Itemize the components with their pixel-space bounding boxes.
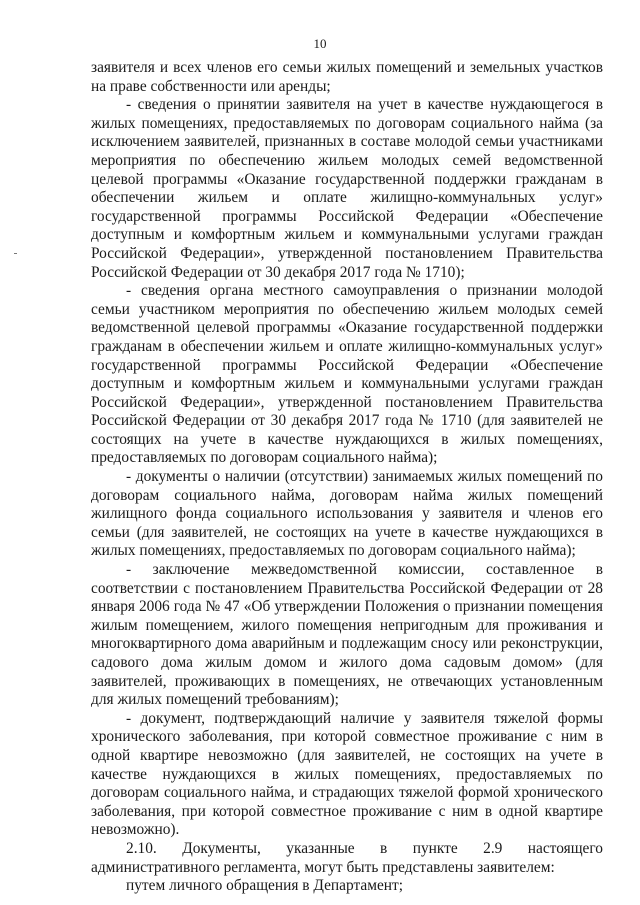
paragraph: 2.10. Документы, указанные в пункте 2.9 настоящего административного регламента, могут быть представлены заявителем: (91, 839, 603, 876)
paragraph: - документ, подтверждающий наличие у заявителя тяжелой формы хронического заболевания, при которой совместное проживание с ним в одной квартире невозможно (для заявителей, не состоящих на учете в качестве нуждающихся в жилых помещениях, предоставляемых по договорам социального найма, и страдающих тяжелой формой хронического заболевания, при которой совместное проживание с ним в одной квартире невозможно). (91, 709, 603, 839)
page-number: 10 (313, 36, 327, 51)
paragraph: - сведения о принятии заявителя на учет в качестве нуждающегося в жилых помещениях, предоставляемых по договорам социального найма (за исключением заявителей, признанных в составе молодой семьи участниками мероприятия по обеспечению жильем молодых семей ведомственной целевой программы «Оказание государственной поддержки гражданам в обеспечении жильем и оплате жилищно-коммунальных услуг» государственной программы Российской Федерации «Обеспечение доступным и комфортным жильем и коммунальными услугами граждан Российской Федерации», утвержденной постановлением Правительства Российской Федерации от 30 декабря 2017 года № 1710); (91, 96, 603, 281)
document-body (91, 59, 603, 896)
paragraph: заявителя и всех членов его семьи жилых помещений и земельных участков на праве собственности или аренды; (91, 59, 603, 95)
paragraph: - документы о наличии (отсутствии) занимаемых жилых помещений по договорам социального найма, договорам найма жилых помещений жилищного фонда социального использования у заявителя и членов его семьи (для заявителей, не состоящих на учете в качестве нуждающихся в жилых помещениях, предоставляемых по договорам социального найма); (91, 468, 603, 560)
paragraph: - заключение межведомственной комиссии, составленное в соответствии с постановлением Правительства Российской Федерации от 28 января 2006 года № 47 «Об утверждении Положения о признании помещения жилым помещением, жилого помещения непригодным для проживания и многоквартирного дома аварийным и подлежащим сносу или реконструкции, садового дома жилым домом и жилого дома садовым домом» (для заявителей, проживающих в помещениях, не отвечающих установленным для жилых помещений требованиям); (91, 561, 603, 709)
paragraph: путем личного обращения в Департамент; (126, 877, 404, 895)
margin-mark (14, 253, 17, 254)
paragraph: - сведения органа местного самоуправления о признании молодой семьи участником мероприятия по обеспечению жильем молодых семей ведомственной целевой программы «Оказание государственной поддержки гражданам в обеспечении жильем и оплате жилищно-коммунальных услуг» государственной программы Российской Федерации «Обеспечение доступным и комфортным жильем и коммунальными услугами граждан Российской Федерации», утвержденной постановлением Правительства Российской Федерации от 30 декабря 2017 года № 1710 (для заявителей не состоящих на учете в качестве нуждающихся в жилых помещениях, предоставляемых по договорам социального найма); (91, 282, 603, 467)
